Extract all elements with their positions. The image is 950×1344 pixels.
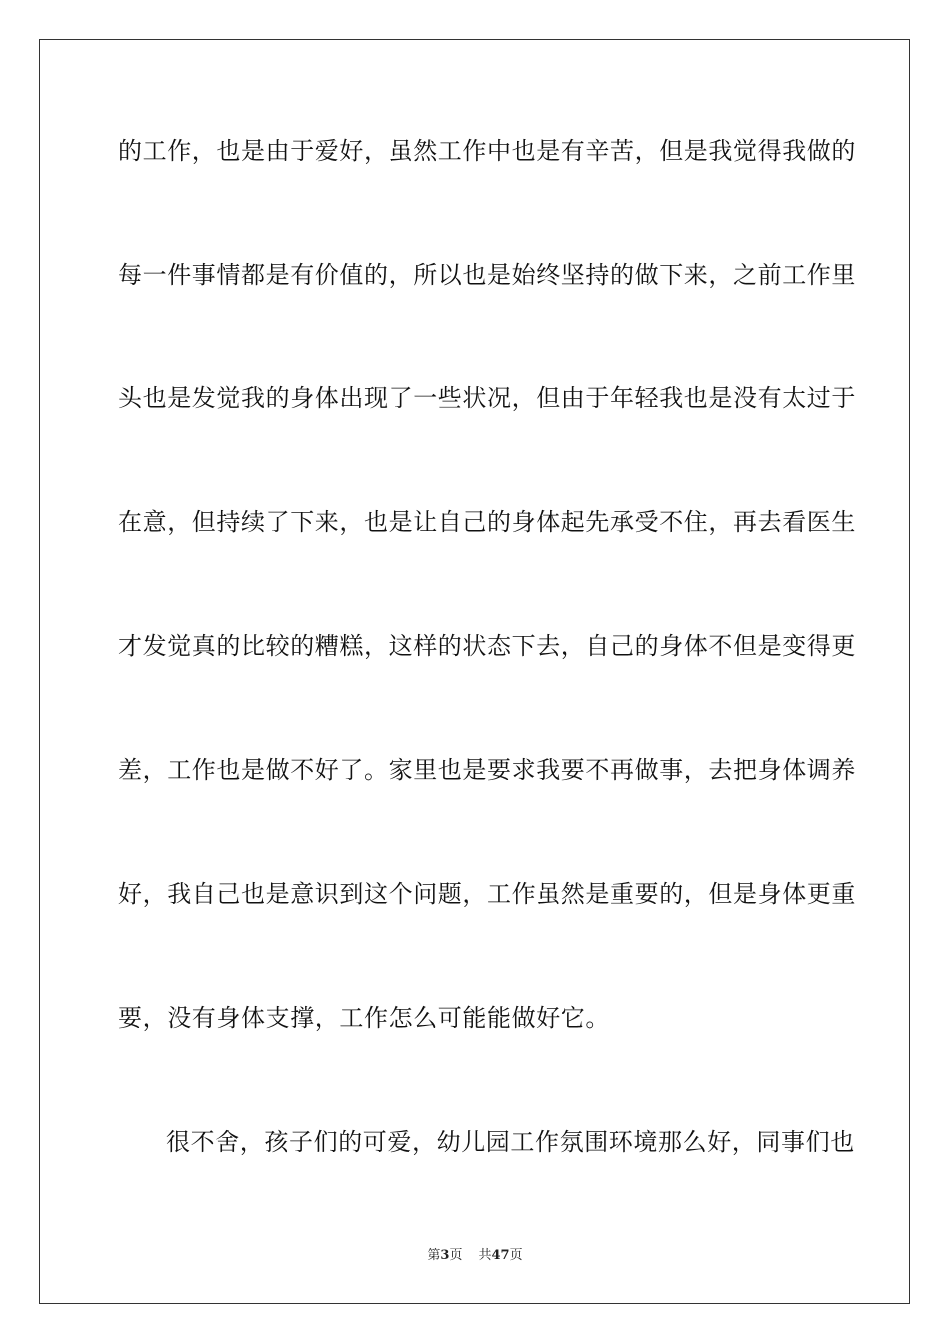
- body-text-line: 在意，但持续了下来，也是让自己的身体起先承受不住，再去看医生: [118, 508, 856, 536]
- page-number: 3: [440, 1248, 450, 1263]
- body-text-line: 头也是发觉我的身体出现了一些状况，但由于年轻我也是没有太过于: [118, 384, 856, 412]
- page-footer: [0, 1247, 950, 1265]
- page-prefix: 第: [427, 1248, 441, 1263]
- body-text-line-paragraph-end: 要，没有身体支撑，工作怎么可能能做好它。: [118, 1004, 610, 1032]
- page-border: [39, 39, 910, 1304]
- body-text-line-paragraph-start: 很不舍，孩子们的可爱，幼儿园工作氛围环境那么好，同事们也: [166, 1128, 855, 1156]
- total-prefix: 共: [478, 1248, 492, 1263]
- total-suffix: 页: [509, 1248, 523, 1263]
- body-text-line: 的工作，也是由于爱好，虽然工作中也是有辛苦，但是我觉得我做的: [118, 137, 856, 165]
- body-text-line: 差，工作也是做不好了。家里也是要求我要不再做事，去把身体调养: [118, 756, 856, 784]
- body-text-line: 每一件事情都是有价值的，所以也是始终坚持的做下来，之前工作里: [118, 261, 856, 289]
- total-pages: 47: [491, 1248, 510, 1263]
- body-text-line: 好，我自己也是意识到这个问题，工作虽然是重要的，但是身体更重: [118, 880, 856, 908]
- page-suffix: 页: [449, 1248, 463, 1263]
- body-text-line: 才发觉真的比较的糟糕，这样的状态下去，自己的身体不但是变得更: [118, 632, 856, 660]
